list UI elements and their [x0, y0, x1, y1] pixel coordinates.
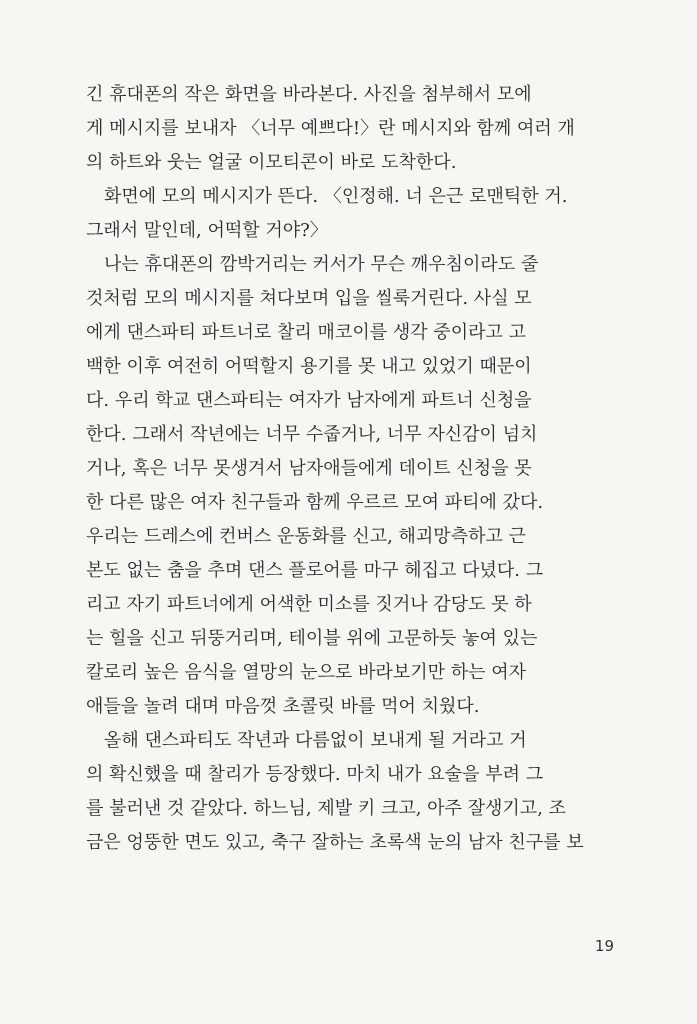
text-line: 애들을 놀려 대며 마음껏 초콜릿 바를 먹어 치웠다.: [86, 696, 480, 717]
text-line: 한다. 그래서 작년에는 너무 수줍거나, 너무 자신감이 넘치: [86, 424, 538, 445]
text-line: 올해 댄스파티도 작년과 다름없이 보내게 될 거라고 거: [104, 730, 527, 751]
text-line: 에게 댄스파티 파트너로 찰리 매코이를 생각 중이라고 고: [86, 322, 526, 343]
text-line: 그래서 말인데, 어떡할 거야?〉: [86, 220, 328, 241]
text-line: 한 다른 많은 여자 친구들과 함께 우르르 모여 파티에 갔다.: [86, 492, 544, 513]
text-line: 나는 휴대폰의 깜박거리는 커서가 무슨 깨우침이라도 줄: [104, 254, 539, 275]
text-line: 다. 우리 학교 댄스파티는 여자가 남자에게 파트너 신청을: [86, 390, 532, 411]
text-line: 거나, 혹은 너무 못생겨서 남자애들에게 데이트 신청을 못: [86, 458, 532, 479]
text-line: 우리는 드레스에 컨버스 운동화를 신고, 해괴망측하고 근: [86, 526, 526, 547]
text-line: 의 확신했을 때 찰리가 등장했다. 마치 내가 요술을 부려 그: [86, 764, 544, 785]
text-line: 금은 엉뚱한 면도 있고, 축구 잘하는 초록색 눈의 남자 친구를 보: [86, 832, 584, 853]
text-line: 게 메시지를 보내자 〈너무 예쁘다!〉란 메시지와 함께 여러 개: [86, 118, 575, 139]
text-line: 리고 자기 파트너에게 어색한 미소를 짓거나 감당도 못 하: [86, 594, 532, 615]
text-line: 본도 없는 춤을 추며 댄스 플로어를 마구 헤집고 다녔다. 그: [86, 560, 544, 581]
text-line: 긴 휴대폰의 작은 화면을 바라본다. 사진을 첨부해서 모에: [86, 84, 532, 105]
text-line: 것처럼 모의 메시지를 쳐다보며 입을 씰룩거린다. 사실 모: [86, 288, 532, 309]
text-line: 칼로리 높은 음식을 열망의 눈으로 바라보기만 하는 여자: [86, 662, 526, 683]
text-line: 화면에 모의 메시지가 뜬다. 〈인정해. 너 은근 로맨틱한 거.: [104, 186, 568, 207]
text-line: 는 힐을 신고 뒤뚱거리며, 테이블 위에 고문하듯 놓여 있는: [86, 628, 538, 649]
text-line: 를 불러낸 것 같았다. 하느님, 제발 키 크고, 아주 잘생기고, 조: [86, 798, 567, 819]
page-number: 19: [594, 937, 614, 955]
text-line: 백한 이후 여전히 어떡할지 용기를 못 내고 있었기 때문이: [86, 356, 532, 377]
text-line: 의 하트와 웃는 얼굴 이모티콘이 바로 도착한다.: [86, 152, 457, 173]
body-text: [86, 78, 606, 860]
